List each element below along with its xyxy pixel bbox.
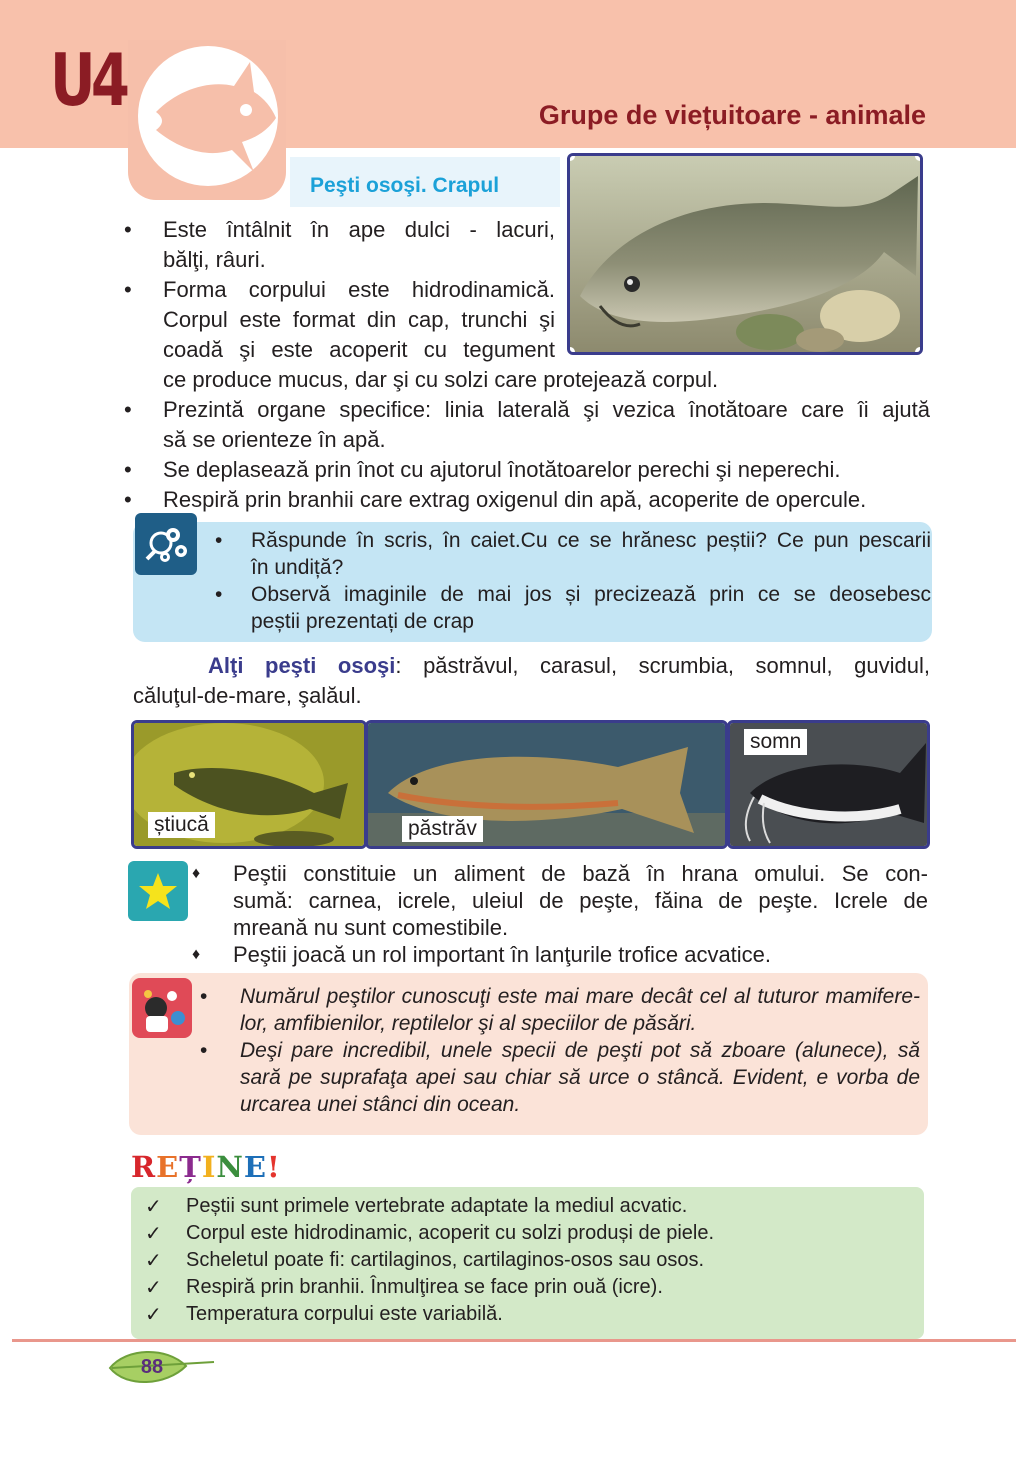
retine-heading xyxy=(131,1150,281,1184)
list-item xyxy=(215,581,931,635)
retine-letter: R xyxy=(131,1150,157,1184)
list-item: ✓ Scheletul poate fi: cartilaginos, cartilaginos-osos sau osos. xyxy=(145,1247,714,1274)
list-item xyxy=(200,1037,920,1118)
list-item xyxy=(120,215,555,275)
list-item-text: • Deşi pare incredibil, unele specii de peşti pot să zboare (alunece), să xyxy=(240,1039,920,1062)
section-title: Peşti osoşi. Crapul xyxy=(290,157,560,207)
catfish-label: somn xyxy=(744,729,807,755)
list-item xyxy=(215,527,931,581)
other-fish-text: : păstrăvul, carasul, scrumbia, somnul, guvidul, xyxy=(395,653,930,678)
list-item-text: • Răspunde în scris, în caiet.Cu ce se hrănesc peștii? Ce pun pescarii xyxy=(251,529,931,552)
list-item-text: • Respiră prin branhii care extrag oxigenul din apă, acoperite de opercule. xyxy=(163,487,867,512)
footer-divider xyxy=(12,1339,1016,1342)
trout-photo xyxy=(365,720,728,849)
research-list xyxy=(215,527,931,635)
list-item-text: mreană nu sunt comestibile. xyxy=(233,915,509,940)
list-item xyxy=(120,275,930,395)
unit-badge: U4 xyxy=(50,38,126,122)
list-item-text: să se orienteze în apă. xyxy=(163,427,386,452)
list-item-text: bălţi, râuri. xyxy=(163,247,266,272)
list-item: ✓ Corpul este hidrodinamic, acoperit cu solzi produși de piele. xyxy=(145,1220,714,1247)
list-item-text: sară pe suprafaţa apei sau chiar să urce o stâncă. Evident, e vorba de xyxy=(240,1066,920,1089)
list-item: ✓ Peștii sunt primele vertebrate adaptate la mediul acvatic. xyxy=(145,1193,714,1220)
list-item-text: • Este întâlnit în ape dulci - lacuri, xyxy=(163,217,555,242)
importance-list xyxy=(192,860,928,968)
list-item: ✓ Respiră prin branhii. Înmulţirea se face prin ouă (icre). xyxy=(145,1274,714,1301)
list-item-text: peștii prezentați de crap xyxy=(251,610,474,633)
trout-label: păstrăv xyxy=(402,816,483,842)
list-item-text: • Prezintă organe specifice: linia laterală şi vezica înotătoare care îi ajută xyxy=(163,397,930,422)
pike-label: știucă xyxy=(148,812,215,838)
list-item-text: urcarea unei stânci din ocean. xyxy=(240,1093,521,1116)
list-item-text: • Se deplasează prin înot cu ajutorul înotătoarelor perechi şi neperechi. xyxy=(163,457,841,482)
list-item-text: în undiță? xyxy=(251,556,344,579)
list-item xyxy=(192,860,928,941)
page-number: 88 xyxy=(140,1356,164,1378)
list-item-text: ♦ Peştii joacă un rol important în lanţurile trofice acvatice. xyxy=(233,942,772,967)
retine-letter: E xyxy=(156,1150,180,1184)
magnifier-gears-icon xyxy=(135,513,197,575)
list-item-text: ce produce mucus, dar şi cu solzi care protejează corpul. xyxy=(163,367,719,392)
retine-letter: E xyxy=(243,1150,268,1184)
list-item-text: Corpul este format din cap, trunchi şi xyxy=(163,307,555,332)
list-item-text: • Forma corpului este hidrodinamică. xyxy=(163,277,555,302)
idea-person-icon xyxy=(132,978,192,1038)
other-fish-paragraph xyxy=(133,651,930,711)
list-item-text: ♦ Peştii constituie un aliment de bază în hrana omului. Se con- xyxy=(233,861,928,886)
fish-emblem-icon xyxy=(138,46,278,186)
star-icon xyxy=(128,861,188,921)
retine-letter: Ț xyxy=(179,1150,202,1184)
list-item xyxy=(120,455,930,485)
carp-facts-list xyxy=(120,215,930,515)
other-fish-lead: Alţi peşti osoşi xyxy=(208,653,396,678)
catfish-photo xyxy=(727,720,930,849)
retine-list xyxy=(145,1193,714,1328)
retine-letter: ! xyxy=(267,1150,281,1184)
list-item-text: • Numărul peştilor cunoscuţi este mai mare decât cel al tuturor mamifere- xyxy=(240,985,920,1008)
retine-letter: I xyxy=(201,1150,217,1184)
list-item xyxy=(120,395,930,455)
list-item xyxy=(192,941,928,968)
list-item-text: coadă şi este acoperit cu tegument xyxy=(163,337,555,362)
chapter-title: Grupe de viețuitoare - animale xyxy=(538,100,926,130)
list-item-text: sumă: carnea, icrele, uleiul de peşte, făina de peşte. Icrele de xyxy=(233,888,928,913)
list-item-text: • Observă imaginile de mai jos și precizează prin ce se deosebesc xyxy=(251,583,931,606)
list-item xyxy=(200,983,920,1037)
other-fish-text: căluţul-de-mare, şalăul. xyxy=(133,683,362,708)
pike-photo xyxy=(131,720,367,849)
list-item-text: lor, amfibienilor, reptilelor şi al speciilor de păsări. xyxy=(240,1012,697,1035)
list-item xyxy=(120,485,930,515)
retine-letter: N xyxy=(216,1150,244,1184)
curiosity-list xyxy=(200,983,920,1118)
list-item: ✓ Temperatura corpului este variabilă. xyxy=(145,1301,714,1328)
